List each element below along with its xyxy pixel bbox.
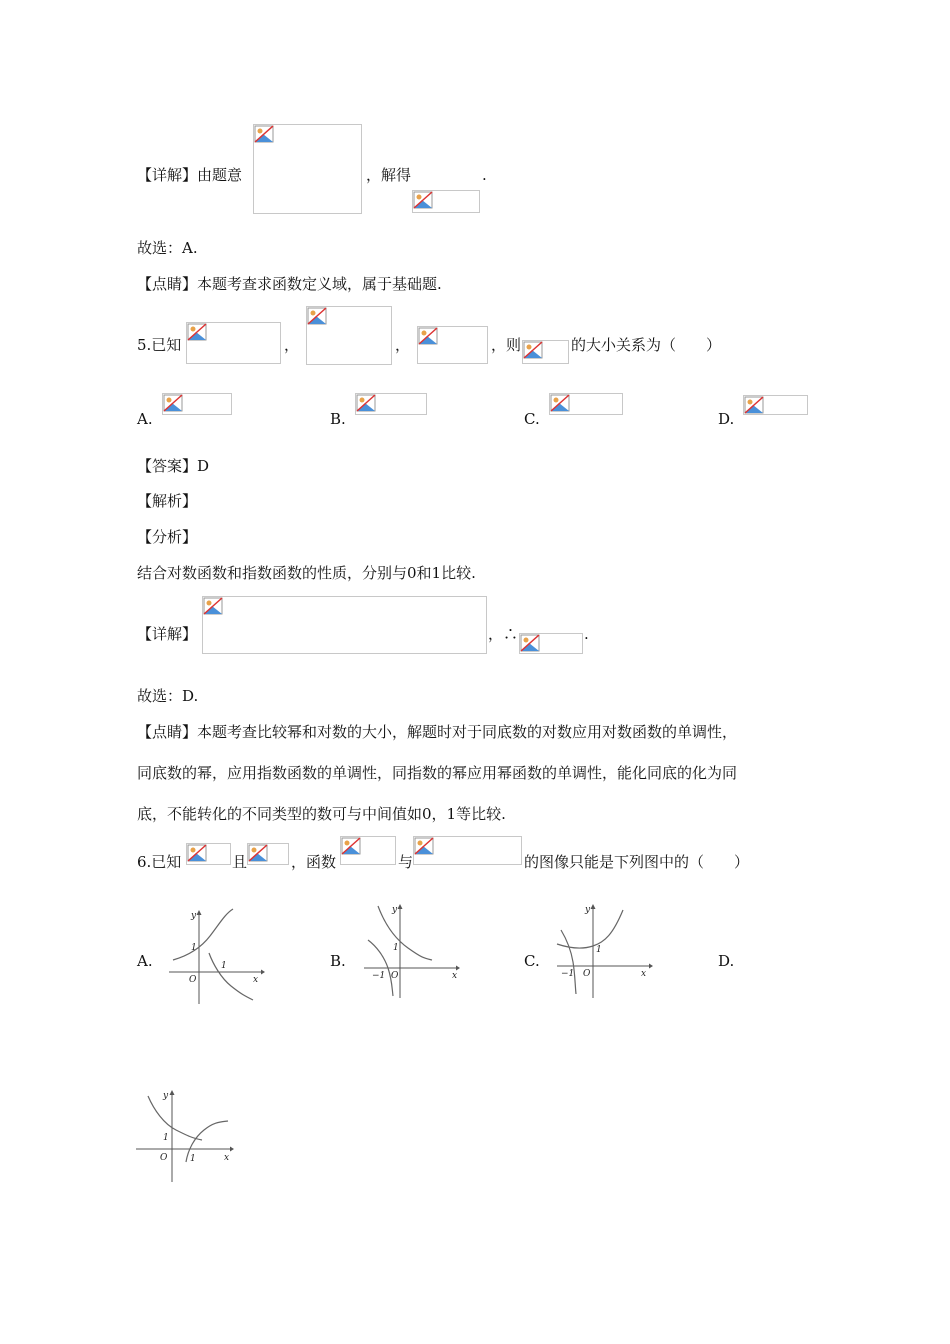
tick-label-neg-1: −1: [372, 971, 386, 981]
q5-option-b-image: [355, 393, 427, 415]
q5-option-d-label: D.: [718, 410, 735, 428]
q5-sep1: ，: [284, 336, 300, 354]
tick-label-1: 1: [221, 961, 227, 971]
q5-option-a-image: [162, 393, 232, 415]
q5-option-c-label: C.: [524, 410, 540, 428]
q5-tail: 的大小关系为（ ）: [571, 336, 722, 354]
q5-number: 5.已知: [137, 336, 182, 354]
q5-choice: 故选：D.: [137, 687, 199, 705]
broken-image-icon: [248, 844, 268, 862]
tick-label-1: 1: [191, 943, 197, 953]
q5-detail-end: .: [584, 625, 589, 643]
q5-sep2: ，: [395, 336, 411, 354]
q5-comment-line-2: 同底数的幂，应用指数函数的单调性，同指数的幂应用幂函数的单调性，能化同底的化为同: [137, 764, 738, 782]
q6-tail: 的图像只能是下列图中的（ ）: [524, 853, 750, 871]
q4-detail-mid: ，解得: [366, 166, 412, 184]
origin-label: O: [189, 975, 197, 985]
q5-option-d-image: [743, 395, 808, 415]
q6-option-b-label: B.: [330, 952, 346, 970]
broken-image-icon: [418, 327, 438, 345]
q5-sep3: ，则: [491, 336, 522, 354]
q6-and: 且: [232, 853, 248, 871]
q6-graph-c: [553, 900, 653, 1000]
q5-detail-label: 【详解】: [137, 625, 198, 643]
tick-label-1: 1: [190, 1154, 196, 1164]
q5-fenxi: 【分析】: [137, 528, 198, 546]
broken-image-icon: [254, 125, 274, 143]
q4-choice: 故选：A.: [137, 239, 198, 257]
tick-label-1: 1: [596, 945, 602, 955]
broken-image-icon: [414, 837, 434, 855]
broken-image-icon: [523, 341, 543, 359]
tick-label-1: 1: [393, 943, 399, 953]
formula-image: [186, 843, 231, 865]
formula-image: [413, 836, 522, 865]
x-axis-label: x: [452, 971, 458, 981]
q4-detail-label: 【详解】由题意: [137, 166, 243, 184]
broken-image-icon: [203, 597, 223, 615]
broken-image-icon: [744, 396, 764, 414]
y-axis-label: y: [392, 905, 398, 915]
q6-graph-b: [360, 900, 460, 1000]
broken-image-icon: [187, 323, 207, 341]
broken-image-icon: [341, 837, 361, 855]
tick-label-neg-1: −1: [561, 969, 575, 979]
formula-image: [417, 326, 488, 364]
formula-image: [186, 322, 281, 364]
q5-comment-line-3: 底，不能转化的不同类型的数可与中间值如0，1等比较.: [137, 805, 506, 823]
x-axis-label: x: [641, 969, 647, 979]
y-axis-label: y: [585, 905, 591, 915]
formula-image: [340, 836, 396, 865]
q5-analysis: 【解析】: [137, 492, 198, 510]
q6-number: 6.已知: [137, 853, 182, 871]
tick-label-1: 1: [163, 1133, 169, 1143]
origin-label: O: [391, 971, 399, 981]
broken-image-icon: [520, 634, 540, 652]
q5-fenxi-text: 结合对数函数和指数函数的性质，分别与0和1比较.: [137, 564, 476, 582]
q6-option-c-label: C.: [524, 952, 540, 970]
q4-comment: 【点睛】本题考查求函数定义域，属于基础题.: [137, 275, 442, 293]
broken-image-icon: [550, 394, 570, 412]
q6-option-a-label: A.: [137, 952, 153, 970]
broken-image-icon: [187, 844, 207, 862]
q4-detail-end: .: [482, 166, 487, 184]
x-axis-label: x: [253, 975, 259, 985]
broken-image-icon: [307, 307, 327, 325]
y-axis-label: y: [191, 911, 197, 921]
formula-image: [202, 596, 487, 654]
q6-option-d-label: D.: [718, 952, 735, 970]
q5-option-c-image: [549, 393, 623, 415]
formula-image: [412, 190, 480, 213]
formula-image: [522, 340, 569, 364]
q6-with: 与: [398, 853, 414, 871]
q6-graph-d: [136, 1088, 236, 1188]
q5-option-a-label: A.: [137, 410, 153, 428]
broken-image-icon: [413, 191, 433, 209]
q5-detail-mid: ，∴: [488, 625, 519, 643]
formula-image: [519, 633, 583, 654]
formula-image: [253, 124, 362, 214]
q5-comment-line-1: 【点睛】本题考查比较幂和对数的大小，解题时对于同底数的对数应用对数函数的单调性，: [137, 723, 738, 741]
origin-label: O: [583, 969, 591, 979]
formula-image: [306, 306, 392, 365]
q6-graph-a: [165, 906, 265, 1006]
broken-image-icon: [163, 394, 183, 412]
q5-option-b-label: B.: [330, 410, 346, 428]
formula-image: [247, 843, 289, 865]
q6-sep: ，函数: [291, 853, 337, 871]
y-axis-label: y: [163, 1091, 169, 1101]
x-axis-label: x: [224, 1153, 230, 1163]
broken-image-icon: [356, 394, 376, 412]
q5-answer: 【答案】D: [137, 457, 210, 475]
origin-label: O: [160, 1153, 168, 1163]
